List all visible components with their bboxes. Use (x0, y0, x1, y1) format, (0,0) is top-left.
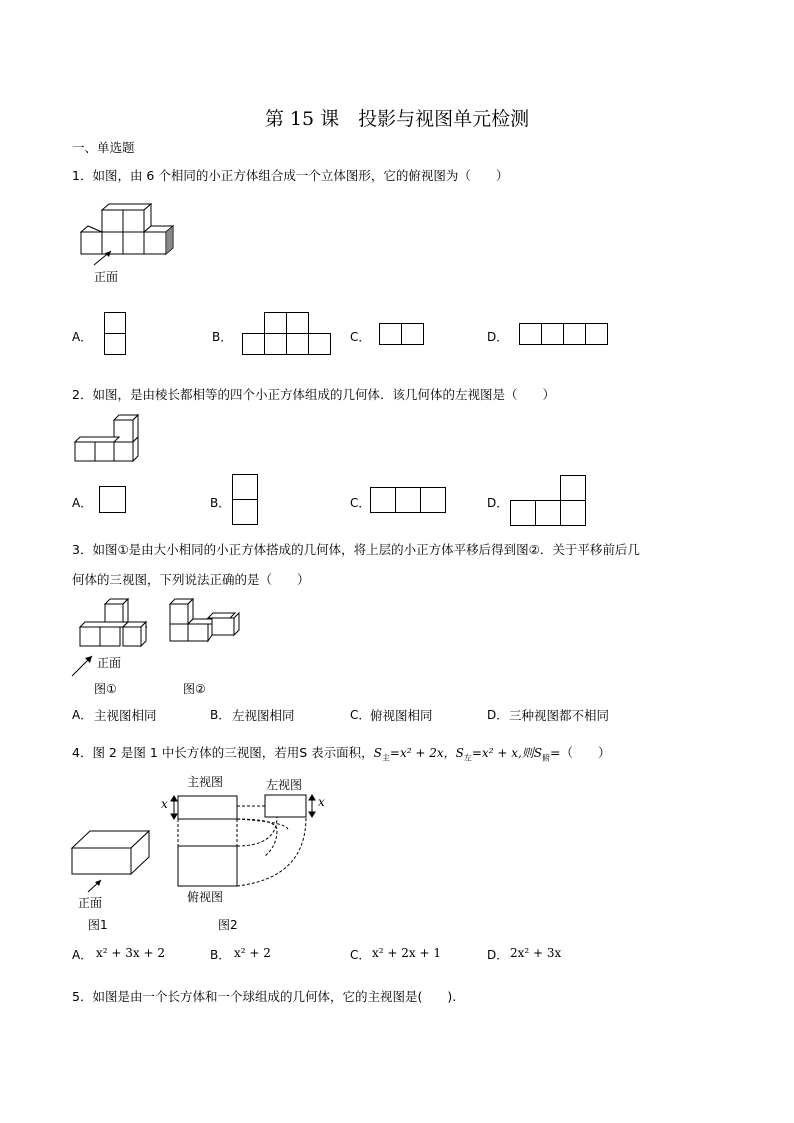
q3-stem-line2: 何体的三视图，下列说法正确的是（ ） (72, 572, 310, 587)
q1-option-b-figure[interactable] (242, 312, 332, 356)
q3-front-arrow (70, 650, 100, 680)
q3-stem-line1: 3．如图①是由大小相同的小正方体搭成的几何体，将上层的小正方体平移后得到图②．关于平移前后几 (72, 542, 640, 557)
q3-option-d-text[interactable]: 三种视图都不相同 (509, 708, 610, 723)
q4-option-d-text[interactable]: 2x² + 3x (510, 946, 562, 960)
q3-figure-2 (168, 596, 244, 644)
q4-front-arrow (86, 876, 106, 894)
q4-stem-prefix: 4．图 2 是图 1 中长方体的三视图，若用S 表示面积， (72, 745, 374, 760)
q4-figure-1-cuboid (70, 828, 152, 878)
q4-s-left-expr: =x² + x,则 (471, 746, 534, 760)
q3-figure-1 (78, 596, 150, 648)
q4-fig1-caption: 图1 (88, 918, 108, 932)
q4-s-main-sub: 主 (381, 753, 390, 763)
q3-option-b-letter[interactable]: B． (210, 708, 231, 722)
q4-option-a-text[interactable]: x² + 3x + 2 (96, 946, 165, 960)
q4-s-left-sub: 左 (463, 753, 472, 763)
q4-x-label-left: x (161, 797, 168, 811)
q4-option-a-letter[interactable]: A． (72, 948, 93, 962)
section-heading: 一、单选题 (72, 140, 135, 155)
q2-stem: 2．如图，是由棱长都相等的四个小正方体组成的几何体．该几何体的左视图是（ ） (72, 387, 555, 402)
q3-fig2-caption: 图② (183, 682, 206, 696)
q1-option-b-letter[interactable]: B． (212, 330, 233, 344)
q4-fig2-caption: 图2 (218, 918, 238, 932)
q4-option-b-text[interactable]: x² + 2 (234, 946, 271, 960)
q4-s-top-sub: 俯 (542, 753, 551, 763)
q2-option-a-figure[interactable] (99, 486, 127, 514)
q4-s-main: S (373, 746, 382, 760)
q4-x-label-right: x (318, 795, 325, 809)
q1-figure (78, 203, 178, 263)
q4-option-c-letter[interactable]: C． (350, 948, 371, 962)
q4-s-main-expr: =x² + 2x， (389, 746, 456, 760)
q2-option-b-letter[interactable]: B． (210, 496, 231, 510)
q3-option-d-letter[interactable]: D． (487, 708, 509, 722)
q1-option-a-figure[interactable] (104, 312, 126, 356)
q4-stem-suffix: =（ ） (550, 745, 611, 760)
q2-option-c-figure[interactable] (370, 487, 448, 515)
q2-option-c-letter[interactable]: C． (350, 496, 371, 510)
q2-option-b-figure[interactable] (232, 474, 260, 528)
q1-stem: 1．如图，由 6 个相同的小正方体组合成一个立体图形，它的俯视图为（ ） (72, 168, 509, 183)
q3-front-label: 正面 (97, 656, 122, 670)
q1-front-label: 正面 (94, 270, 119, 284)
q3-option-b-text[interactable]: 左视图相同 (232, 708, 295, 723)
q1-option-c-letter[interactable]: C． (350, 330, 371, 344)
q3-option-a-text[interactable]: 主视图相同 (94, 708, 157, 723)
q1-option-a-letter[interactable]: A． (72, 330, 93, 344)
q4-s-top: S (533, 746, 543, 760)
q1-option-c-figure[interactable] (379, 323, 425, 346)
q5-stem: 5．如图是由一个长方体和一个球组成的几何体，它的主视图是( ). (72, 989, 457, 1004)
q2-option-d-figure[interactable] (510, 475, 588, 529)
q2-option-a-letter[interactable]: A． (72, 496, 93, 510)
q3-option-c-letter[interactable]: C． (350, 708, 371, 722)
q4-s-left: S (455, 746, 464, 760)
q4-left-view-label: 左视图 (266, 778, 303, 792)
q4-option-d-letter[interactable]: D． (487, 948, 509, 962)
q4-front-label: 正面 (78, 896, 103, 910)
q3-fig1-caption: 图① (94, 682, 117, 696)
q1-option-d-letter[interactable]: D． (487, 330, 509, 344)
q4-stem (72, 743, 611, 764)
q1-option-d-figure[interactable] (519, 323, 609, 346)
q4-main-view-label: 主视图 (187, 775, 224, 789)
q2-option-d-letter[interactable]: D． (487, 496, 509, 510)
q4-option-c-text[interactable]: x² + 2x + 1 (372, 946, 441, 960)
q4-option-b-letter[interactable]: B． (210, 948, 231, 962)
page-title: 第 15 课 投影与视图单元检测 (264, 108, 530, 130)
q3-option-a-letter[interactable]: A． (72, 708, 93, 722)
q4-top-view-label: 俯视图 (187, 890, 224, 904)
q2-figure (74, 414, 144, 464)
q3-option-c-text[interactable]: 俯视图相同 (370, 708, 433, 723)
